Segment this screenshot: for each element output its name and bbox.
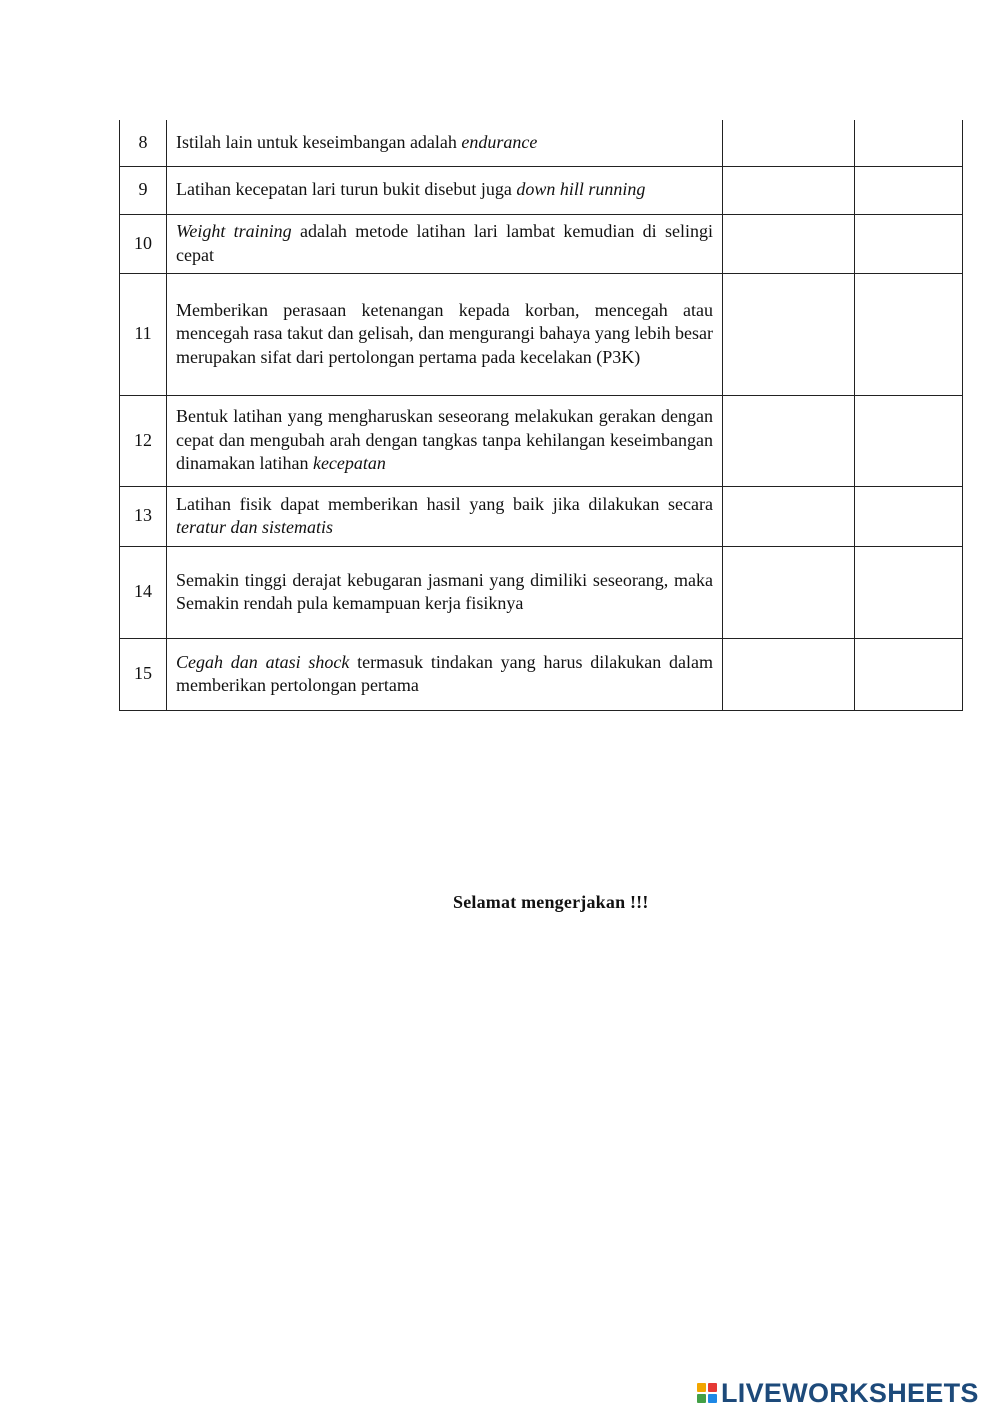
- question-number: 13: [120, 486, 167, 546]
- question-term: Cegah dan atasi shock: [176, 651, 350, 672]
- question-text-part: adalah metode latihan lari lambat kemudian di selingi cepat: [176, 221, 713, 265]
- table-row: [120, 166, 963, 214]
- question-text: [167, 166, 723, 214]
- liveworksheets-logo: [697, 1377, 979, 1408]
- question-table: [119, 120, 963, 711]
- logo-block: [708, 1394, 717, 1403]
- answer-cell-salah[interactable]: [855, 273, 963, 395]
- question-text: [167, 273, 723, 395]
- question-rows: [120, 120, 963, 710]
- question-text: [167, 120, 723, 166]
- question-term: endurance: [461, 132, 538, 152]
- question-text-part: Bentuk latihan yang mengharuskan seseorang melakukan gerakan dengan cepat dan mengubah arah dengan tangkas tanpa kehilangan keseimbangan dinamakan latihan: [176, 406, 713, 474]
- question-term: kecepatan: [312, 453, 386, 474]
- question-number: 8: [120, 120, 167, 166]
- table-row: [120, 486, 963, 546]
- question-number: 14: [120, 546, 167, 638]
- closing-message: Selamat mengerjakan !!!: [453, 892, 649, 912]
- question-number: 11: [120, 273, 167, 395]
- question-number: 12: [120, 395, 167, 486]
- question-text-part: Memberikan perasaan ketenangan kepada korban, mencegah atau mencegah rasa takut dan gelisah, dan mengurangi bahaya yang lebih besar merupakan sifat dari pertolongan pertama pada kecelakan (P3K): [176, 299, 713, 367]
- question-text: [167, 486, 723, 546]
- question-text-part: Latihan kecepatan lari turun bukit disebut juga: [176, 179, 517, 200]
- question-text: [167, 214, 723, 273]
- logo-block: [697, 1383, 706, 1392]
- answer-cell-benar[interactable]: [723, 214, 855, 273]
- table-row: [120, 214, 963, 273]
- question-text: [167, 395, 723, 486]
- answer-cell-benar[interactable]: [723, 120, 855, 166]
- table-row: [120, 120, 963, 166]
- answer-cell-salah[interactable]: [855, 638, 963, 710]
- question-term: down hill running: [516, 179, 646, 200]
- question-text-part: Istilah lain untuk keseimbangan adalah: [176, 132, 462, 152]
- logo-blocks-icon: [697, 1383, 717, 1403]
- logo-text: LIVEWORKSHEETS: [721, 1377, 979, 1408]
- answer-cell-salah[interactable]: [855, 120, 963, 166]
- answer-cell-salah[interactable]: [855, 546, 963, 638]
- question-number: 10: [120, 214, 167, 273]
- question-text-part: termasuk tindakan yang harus dilakukan dalam memberikan pertolongan pertama: [176, 651, 713, 695]
- question-number: 15: [120, 638, 167, 710]
- answer-cell-salah[interactable]: [855, 486, 963, 546]
- table-row: [120, 546, 963, 638]
- table-row: [120, 273, 963, 395]
- answer-cell-salah[interactable]: [855, 214, 963, 273]
- question-number: 9: [120, 166, 167, 214]
- answer-cell-benar[interactable]: [723, 546, 855, 638]
- answer-cell-benar[interactable]: [723, 638, 855, 710]
- question-text: [167, 638, 723, 710]
- logo-block: [708, 1383, 717, 1392]
- question-term: teratur dan sistematis: [176, 517, 334, 537]
- question-text-part: Latihan fisik dapat memberikan hasil yang baik jika dilakukan secara: [176, 493, 713, 514]
- answer-cell-salah[interactable]: [855, 395, 963, 486]
- answer-cell-benar[interactable]: [723, 273, 855, 395]
- answer-cell-benar[interactable]: [723, 395, 855, 486]
- logo-block: [697, 1394, 706, 1403]
- question-text: [167, 546, 723, 638]
- answer-cell-salah[interactable]: [855, 166, 963, 214]
- table-row: [120, 638, 963, 710]
- answer-cell-benar[interactable]: [723, 166, 855, 214]
- question-term: Weight training: [176, 221, 292, 241]
- answer-cell-benar[interactable]: [723, 486, 855, 546]
- table-row: [120, 395, 963, 486]
- question-text-part: Semakin tinggi derajat kebugaran jasmani yang dimiliki seseorang, maka Semakin rendah pula kemampuan kerja fisiknya: [176, 569, 713, 613]
